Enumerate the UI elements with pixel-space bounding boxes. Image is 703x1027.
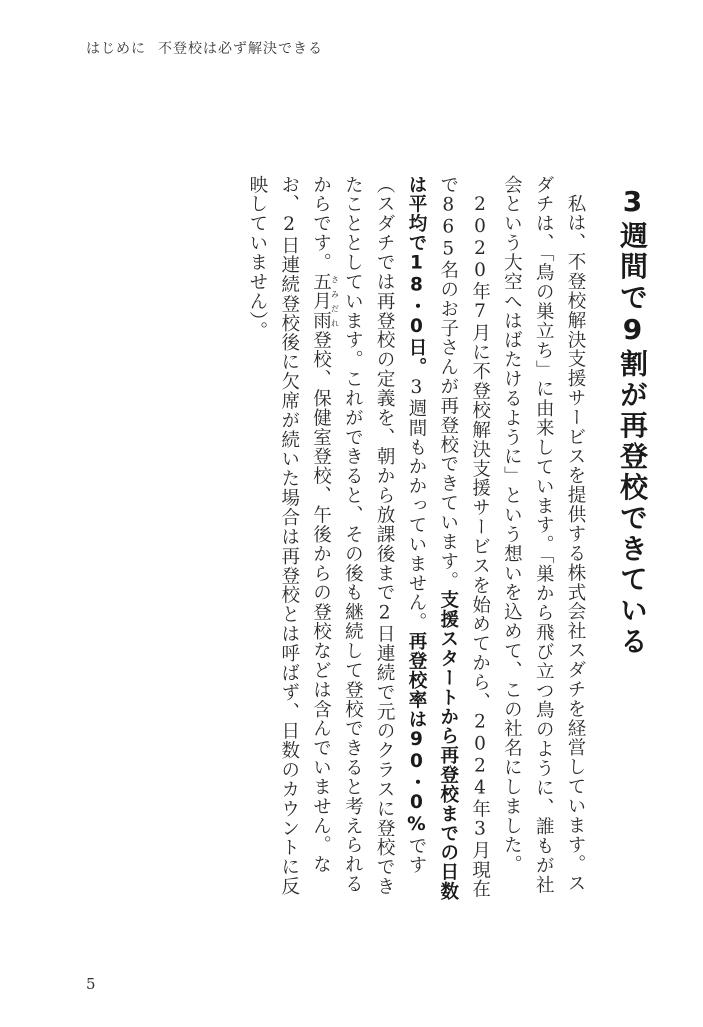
- ruby-base: 五月雨: [310, 272, 332, 331]
- running-head-title: 不登校は必ず解決できる: [158, 41, 323, 57]
- running-head: [86, 38, 323, 58]
- running-head-chapter: はじめに: [86, 41, 146, 57]
- paragraph-2-bold-a: 支援スタートから再登校までの日数は平均で18・0日。: [405, 175, 459, 902]
- paragraph-2-text-b: 3週間もかかっていません。: [405, 376, 427, 632]
- paragraph-1: 私は、不登校解決支援サービスを提供する株式会社スダチを経営しています。スダチは、「鳥の巣立ち」に由来しています。「巣から飛び立つ鳥のように、誰もが社会という大空へはばたけるように」という想いを込めて、この社名にしました。: [501, 175, 586, 895]
- paragraph-2: [241, 175, 496, 905]
- body-text: [78, 175, 653, 905]
- ruby-reading: さみだれ: [330, 272, 340, 331]
- paragraph-2-bold-b: 再登校率は90・0%: [405, 631, 427, 837]
- ruby-samidare: [310, 272, 340, 331]
- section-heading: 3週間で9割が再登校できている: [616, 185, 649, 657]
- paragraph-2-text-d: 登校、保健室登校、午後からの登校などは含んでいません。なお、2日連続登校後に欠席が続いた場合は再登校とは呼ばず、日数のカウントに反映していません）。: [246, 175, 332, 897]
- page-number: 5: [86, 975, 96, 993]
- paragraph-2-text-a: 2020年7月に不登校解決支援サービスを始めてから、2024年3月現在で865名のお子さんが再登校できています。: [437, 175, 491, 899]
- paragraph-2-text-c: です（スダチでは再登校の定義を、朝から放課後まで2日連続で元のクラスに登校できたこととしています。これができると、その後も継続して登校できると考えられるからです。: [310, 175, 427, 897]
